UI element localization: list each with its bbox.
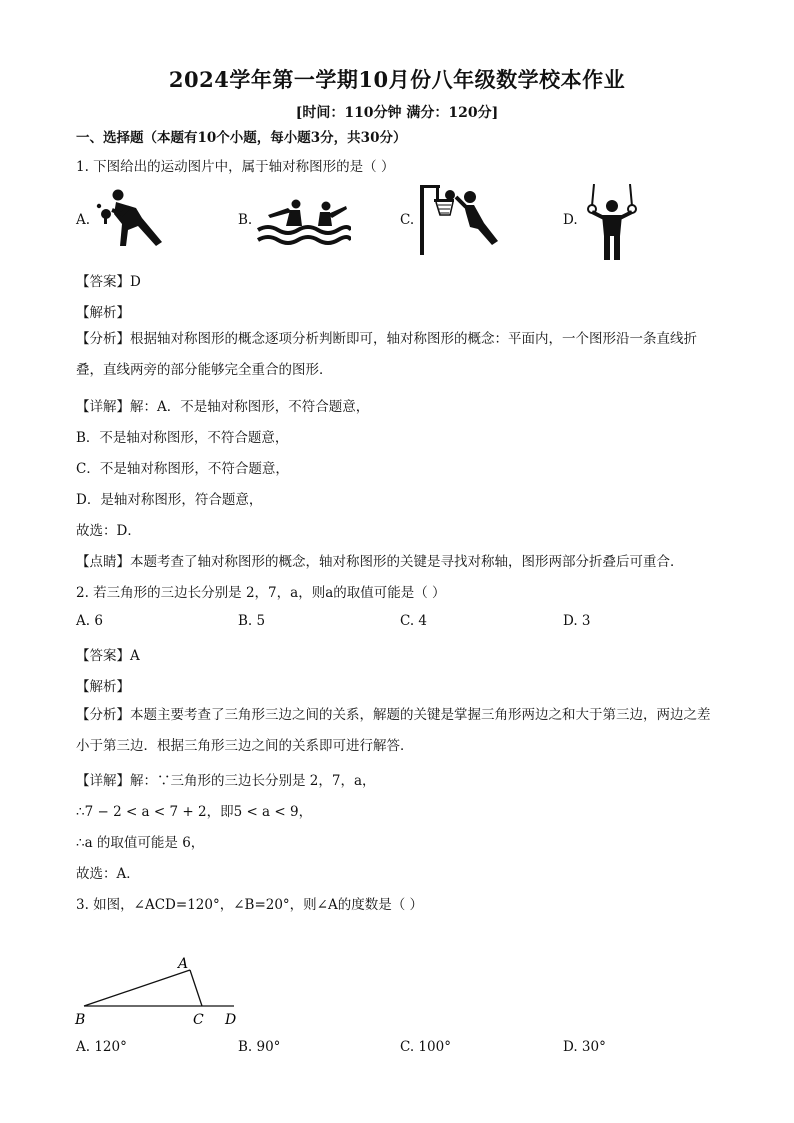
- gymnast-rings-icon: [582, 184, 642, 260]
- q3-stem: 3. 如图，∠ACD=120°，∠B=20°，则∠A的度数是（ ）: [76, 897, 424, 913]
- q1-analysis-label: 【解析】: [76, 305, 130, 321]
- q3-option-a: A. 120°: [76, 1039, 127, 1055]
- q3-option-c: C. 100°: [400, 1039, 451, 1055]
- q2-option-c: C. 4: [400, 613, 428, 629]
- q2-detail-line: ∴7 − 2 < a < 7 + 2，即5 < a < 9，: [76, 804, 313, 820]
- vertex-label-b: B: [75, 1012, 86, 1028]
- q2-option-d: D. 3: [563, 613, 591, 629]
- q1-detail-line: D．是轴对称图形，符合题意，: [76, 492, 263, 508]
- synchronized-swimmers-icon: [256, 196, 351, 248]
- q1-dianjing: 【点睛】本题考查了轴对称图形的概念，轴对称图形的关键是寻找对称轴，图形两部分折叠后可重合．: [76, 554, 684, 570]
- q2-option-b: B. 5: [238, 613, 266, 629]
- q2-answer: 【答案】A: [76, 648, 140, 664]
- triangle-figure: [70, 950, 250, 1030]
- q1-option-d: D.: [563, 212, 578, 228]
- q1-detail-line: 【详解】解：A．不是轴对称图形，不符合题意，: [76, 399, 370, 415]
- q1-analysis-fenxi: 【分析】根据轴对称图形的概念逐项分析判断即可，轴对称图形的概念：平面内，一个图形沿一条直线折叠，直线两旁的部分能够完全重合的图形．: [76, 331, 697, 378]
- q2-analysis-fenxi: 【分析】本题主要考查了三角形三边之间的关系，解题的关键是掌握三角形两边之和大于第三边，两边之差小于第三边．根据三角形三边之间的关系即可进行解答．: [76, 707, 711, 754]
- q2-stem: 2. 若三角形的三边长分别是 2，7，a，则a的取值可能是（ ）: [76, 585, 446, 601]
- q2-detail-line: 【详解】解：∵三角形的三边长分别是 2，7，a，: [76, 773, 376, 789]
- vertex-label-c: C: [193, 1012, 204, 1028]
- q1-detail-line: B．不是轴对称图形，不符合题意，: [76, 430, 289, 446]
- q2-option-a: A. 6: [76, 613, 103, 629]
- q1-answer: 【答案】D: [76, 274, 141, 290]
- vertex-label-d: D: [225, 1012, 237, 1028]
- q2-detail-line: 故选：A．: [76, 866, 140, 882]
- q1-detail-line: 故选：D．: [76, 523, 141, 539]
- section-heading: 一、选择题（本题有10个小题，每小题3分，共30分）: [76, 130, 407, 146]
- q1-stem: 1. 下图给出的运动图片中，属于轴对称图形的是（ ）: [76, 159, 395, 175]
- q2-analysis-label: 【解析】: [76, 679, 130, 695]
- q1-option-b: B.: [238, 212, 253, 228]
- basketball-dunk-icon: [418, 183, 504, 255]
- table-tennis-player-icon: [92, 186, 174, 250]
- q1-detail-line: C．不是轴对称图形，不符合题意，: [76, 461, 289, 477]
- page-title: 2024学年第一学期10月份八年级数学校本作业: [168, 67, 626, 92]
- page-subtitle: [时间：110分钟 满分：120分]: [295, 105, 499, 121]
- q2-detail-line: ∴a 的取值可能是 6，: [76, 835, 205, 851]
- q1-option-a: A.: [76, 212, 91, 228]
- q3-option-b: B. 90°: [238, 1039, 281, 1055]
- vertex-label-a: A: [178, 956, 189, 972]
- q1-option-c: C.: [400, 212, 415, 228]
- q3-option-d: D. 30°: [563, 1039, 606, 1055]
